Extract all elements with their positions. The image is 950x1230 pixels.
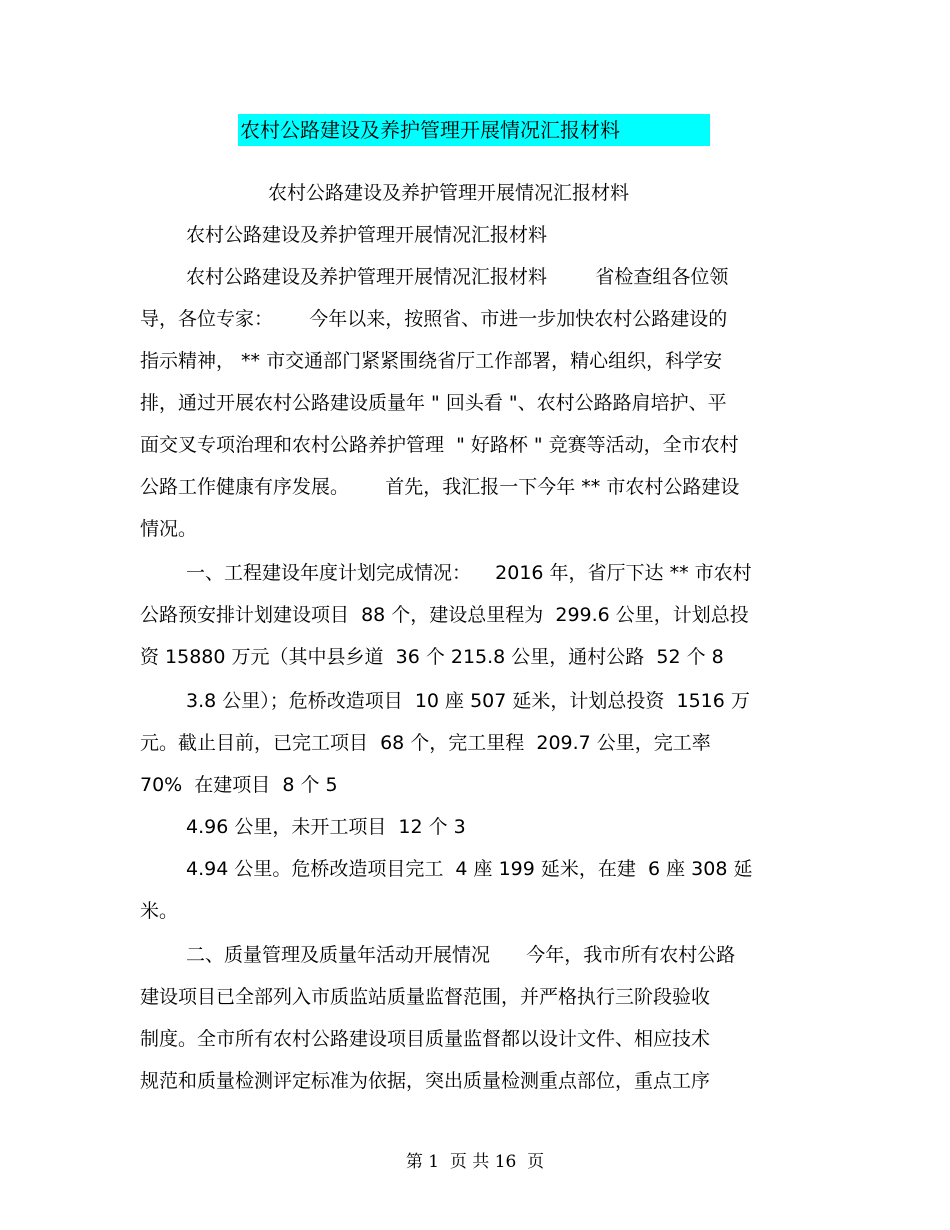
paragraph-line: 资 15880 万元（其中县乡道 36 个 215.8 公里，通村公路 52 个 8	[140, 646, 724, 668]
paragraph-line: 农村公路建设及养护管理开展情况汇报材料	[186, 224, 548, 246]
paragraph-line: 农村公路建设及养护管理开展情况汇报材料 省检查组各位领	[186, 266, 729, 288]
paragraph-line: 4.94 公里。危桥改造项目完工 4 座 199 延米，在建 6 座 308 延	[186, 858, 753, 880]
paragraph-line: 农村公路建设及养护管理开展情况汇报材料	[268, 182, 630, 204]
document-title: 农村公路建设及养护管理开展情况汇报材料	[240, 118, 620, 142]
paragraph-line: 公路预安排计划建设项目 88 个，建设总里程为 299.6 公里，计划总投	[140, 604, 749, 626]
paragraph-line: 二、质量管理及质量年活动开展情况 今年，我市所有农村公路	[186, 944, 736, 966]
paragraph-line: 指示精神， ** 市交通部门紧紧围绕省厅工作部署，精心组织，科学安	[140, 350, 723, 372]
paragraph-line: 排，通过开展农村公路建设质量年 " 回头看 "、农村公路路肩培护、平	[140, 392, 727, 414]
paragraph-line: 70% 在建项目 8 个 5	[140, 774, 338, 796]
paragraph-line: 建设项目已全部列入市质监站质量监督范围，并严格执行三阶段验收	[140, 986, 711, 1008]
paragraph-line: 3.8 公里）；危桥改造项目 10 座 507 延米，计划总投资 1516 万	[186, 690, 750, 712]
paragraph-line: 面交叉专项治理和农村公路养护管理 " 好路杯 " 竞赛等活动，全市农村	[140, 434, 739, 456]
paragraph-line: 一、工程建设年度计划完成情况： 2016 年，省厅下达 ** 市农村	[186, 562, 752, 584]
paragraph-line: 米。	[140, 900, 179, 922]
paragraph-line: 导，各位专家： 今年以来，按照省、市进一步加快农村公路建设的	[140, 308, 728, 330]
paragraph-line: 规范和质量检测评定标准为依据，突出质量检测重点部位，重点工序	[140, 1070, 711, 1092]
paragraph-line: 公路工作健康有序发展。 首先，我汇报一下今年 ** 市农村公路建设	[140, 476, 740, 498]
paragraph-line: 4.96 公里，未开工项目 12 个 3	[186, 816, 466, 838]
page-number-footer: 第 1 页 共 16 页	[405, 1152, 545, 1172]
paragraph-line: 情况。	[140, 518, 198, 540]
paragraph-line: 元。截止目前，已完工项目 68 个，完工里程 209.7 公里，完工率	[140, 732, 711, 754]
paragraph-line: 制度。全市所有农村公路建设项目质量监督都以设计文件、相应技术	[140, 1028, 711, 1050]
